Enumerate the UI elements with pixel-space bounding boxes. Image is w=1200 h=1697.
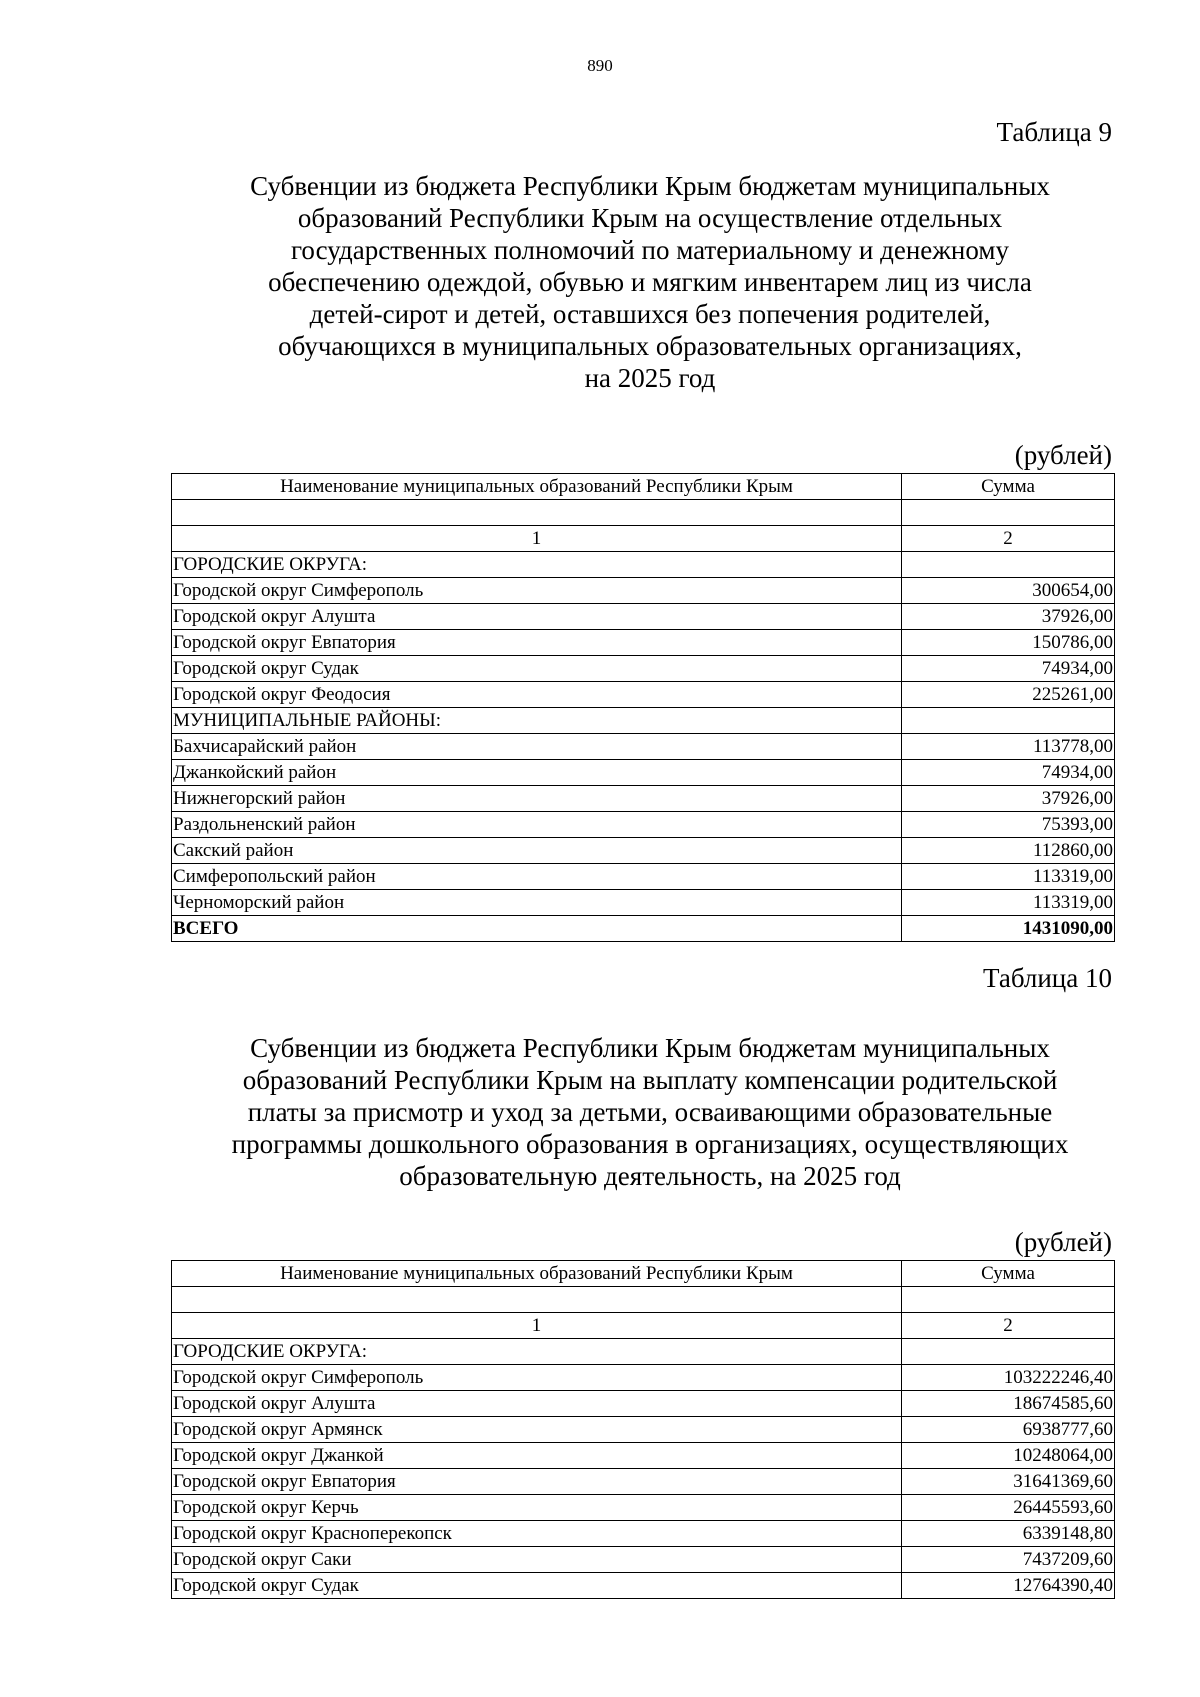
row-sum: 225261,00 bbox=[902, 682, 1115, 708]
total-name: ВСЕГО bbox=[172, 916, 902, 942]
row-sum: 75393,00 bbox=[902, 812, 1115, 838]
row-name: ГОРОДСКИЕ ОКРУГА: bbox=[172, 552, 902, 578]
table-row bbox=[172, 890, 1115, 916]
row-name: Симферопольский район bbox=[172, 864, 902, 890]
row-sum: 103222246,40 bbox=[902, 1365, 1115, 1391]
table-row bbox=[172, 1573, 1115, 1599]
row-sum: 37926,00 bbox=[902, 604, 1115, 630]
row-name: Городской округ Красноперекопск bbox=[172, 1521, 902, 1547]
row-sum bbox=[902, 1339, 1115, 1365]
table-10 bbox=[171, 1260, 1115, 1599]
table-row bbox=[172, 1469, 1115, 1495]
row-sum: 112860,00 bbox=[902, 838, 1115, 864]
table-row bbox=[172, 760, 1115, 786]
header-gap bbox=[172, 500, 1115, 526]
table-row bbox=[172, 578, 1115, 604]
row-name: Бахчисарайский район bbox=[172, 734, 902, 760]
caption-line: платы за присмотр и уход за детьми, осваивающими образовательные bbox=[247, 1097, 1053, 1127]
caption-line: государственных полномочий по материальному и денежному bbox=[291, 235, 1009, 265]
row-sum: 31641369,60 bbox=[902, 1469, 1115, 1495]
table-row bbox=[172, 604, 1115, 630]
row-name: Сакский район bbox=[172, 838, 902, 864]
row-sum bbox=[902, 552, 1115, 578]
row-sum: 300654,00 bbox=[902, 578, 1115, 604]
header-name: Наименование муниципальных образований Республики Крым bbox=[172, 474, 902, 500]
column-number-row bbox=[172, 1313, 1115, 1339]
table-row bbox=[172, 1547, 1115, 1573]
table-row bbox=[172, 864, 1115, 890]
row-sum: 113778,00 bbox=[902, 734, 1115, 760]
column-number: 1 bbox=[172, 526, 902, 552]
total-row bbox=[172, 916, 1115, 942]
row-name: Городской округ Евпатория bbox=[172, 1469, 902, 1495]
table-row bbox=[172, 630, 1115, 656]
row-name: Городской округ Симферополь bbox=[172, 578, 902, 604]
column-number-row bbox=[172, 526, 1115, 552]
row-sum: 6938777,60 bbox=[902, 1417, 1115, 1443]
row-sum: 26445593,60 bbox=[902, 1495, 1115, 1521]
caption-line: Субвенции из бюджета Республики Крым бюджетам муниципальных bbox=[250, 171, 1050, 201]
row-sum: 74934,00 bbox=[902, 656, 1115, 682]
row-name: Городской округ Симферополь bbox=[172, 1365, 902, 1391]
caption-line: образований Республики Крым на выплату компенсации родительской bbox=[242, 1065, 1058, 1095]
table-row bbox=[172, 1391, 1115, 1417]
row-sum: 18674585,60 bbox=[902, 1391, 1115, 1417]
row-name: Городской округ Армянск bbox=[172, 1417, 902, 1443]
row-name: Городской округ Саки bbox=[172, 1547, 902, 1573]
section-row bbox=[172, 552, 1115, 578]
table-9-caption bbox=[170, 170, 1130, 394]
caption-line: на 2025 год bbox=[584, 363, 716, 393]
row-name: Городской округ Судак bbox=[172, 1573, 902, 1599]
row-name: ГОРОДСКИЕ ОКРУГА: bbox=[172, 1339, 902, 1365]
caption-line: образовательную деятельность, на 2025 год bbox=[399, 1161, 901, 1191]
header-name: Наименование муниципальных образований Республики Крым bbox=[172, 1261, 902, 1287]
table-row bbox=[172, 1365, 1115, 1391]
table-row bbox=[172, 1417, 1115, 1443]
table-row bbox=[172, 734, 1115, 760]
header-row bbox=[172, 474, 1115, 500]
row-name: Городской округ Джанкой bbox=[172, 1443, 902, 1469]
column-number: 2 bbox=[902, 526, 1115, 552]
row-name: МУНИЦИПАЛЬНЫЕ РАЙОНЫ: bbox=[172, 708, 902, 734]
row-name: Раздольненский район bbox=[172, 812, 902, 838]
header-sum: Сумма bbox=[902, 474, 1115, 500]
row-sum: 113319,00 bbox=[902, 890, 1115, 916]
caption-line: обеспечению одеждой, обувью и мягким инвентарем лиц из числа bbox=[268, 267, 1032, 297]
table-9-unit: (рублей) bbox=[1014, 440, 1112, 470]
table-row bbox=[172, 786, 1115, 812]
table-row bbox=[172, 838, 1115, 864]
column-number: 2 bbox=[902, 1313, 1115, 1339]
table-10-unit: (рублей) bbox=[1014, 1227, 1112, 1257]
header-gap bbox=[172, 1287, 1115, 1313]
row-sum: 37926,00 bbox=[902, 786, 1115, 812]
row-sum bbox=[902, 708, 1115, 734]
row-sum: 150786,00 bbox=[902, 630, 1115, 656]
row-name: Городской округ Евпатория bbox=[172, 630, 902, 656]
row-name: Нижнегорский район bbox=[172, 786, 902, 812]
row-sum: 7437209,60 bbox=[902, 1547, 1115, 1573]
row-sum: 6339148,80 bbox=[902, 1521, 1115, 1547]
row-sum: 12764390,40 bbox=[902, 1573, 1115, 1599]
row-name: Черноморский район bbox=[172, 890, 902, 916]
row-sum: 10248064,00 bbox=[902, 1443, 1115, 1469]
header-sum: Сумма bbox=[902, 1261, 1115, 1287]
column-number: 1 bbox=[172, 1313, 902, 1339]
row-name: Городской округ Алушта bbox=[172, 1391, 902, 1417]
table-row bbox=[172, 656, 1115, 682]
section-row bbox=[172, 708, 1115, 734]
table-row bbox=[172, 1443, 1115, 1469]
row-sum: 74934,00 bbox=[902, 760, 1115, 786]
row-name: Городской округ Судак bbox=[172, 656, 902, 682]
table-row bbox=[172, 1521, 1115, 1547]
table-9-label: Таблица 9 bbox=[996, 117, 1112, 147]
row-name: Джанкойский район bbox=[172, 760, 902, 786]
caption-line: образований Республики Крым на осуществление отдельных bbox=[297, 203, 1003, 233]
table-row bbox=[172, 812, 1115, 838]
caption-line: программы дошкольного образования в организациях, осуществляющих bbox=[231, 1129, 1069, 1159]
caption-line: обучающихся в муниципальных образовательных организациях, bbox=[278, 331, 1022, 361]
section-row bbox=[172, 1339, 1115, 1365]
header-row bbox=[172, 1261, 1115, 1287]
table-row bbox=[172, 682, 1115, 708]
row-name: Городской округ Алушта bbox=[172, 604, 902, 630]
caption-line: Субвенции из бюджета Республики Крым бюджетам муниципальных bbox=[250, 1033, 1050, 1063]
page-number: 890 bbox=[587, 56, 613, 75]
table-9 bbox=[171, 473, 1115, 942]
table-10-caption bbox=[170, 1032, 1130, 1192]
caption-line: детей-сирот и детей, оставшихся без попечения родителей, bbox=[309, 299, 991, 329]
row-name: Городской округ Керчь bbox=[172, 1495, 902, 1521]
table-row bbox=[172, 1495, 1115, 1521]
total-sum: 1431090,00 bbox=[902, 916, 1115, 942]
table-10-label: Таблица 10 bbox=[983, 963, 1112, 993]
row-sum: 113319,00 bbox=[902, 864, 1115, 890]
row-name: Городской округ Феодосия bbox=[172, 682, 902, 708]
